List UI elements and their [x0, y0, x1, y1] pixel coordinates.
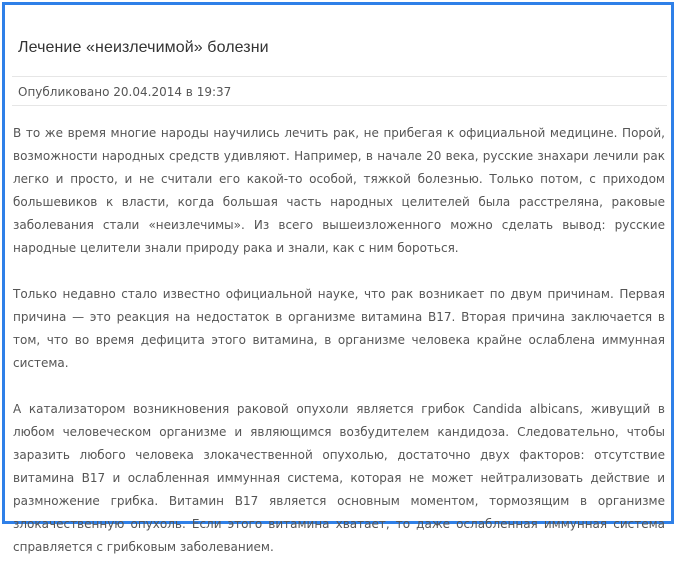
article-title: Лечение «неизлечимой» болезни	[18, 39, 269, 56]
article-paragraph: А катализатором возникновения раковой опухоли является грибок Candida albicans, живущий в любом человеческом организме и являющимся возбудителем кандидоза. Следовательно, чтобы заразить любого человека злокачественной опухолью, достаточно двух факторов: отсутствие витамина В17 и ослабленная иммунная система, которая не может нейтрализовать действие и размножение грибка. Витамин В17 является основным моментом, тормозящим в организме злокачественную опухоль. Если этого витамина хватает, то даже ослабленная иммунная система справляется с грибковым заболеванием.	[13, 402, 665, 554]
publish-date: Опубликовано 20.04.2014 в 19:37	[12, 76, 667, 106]
article-body	[13, 122, 665, 582]
article-frame	[2, 2, 674, 554]
article-paragraph: В то же время многие народы научились лечить рак, не прибегая к официальной медицине. Порой, возможности народных средств удивляют. Например, в начале 20 века, русские знахари лечили рак легко и просто, и не считали его какой-то особой, тяжкой болезнью. Только потом, с приходом большевиков к власти, когда большая часть народных целителей была расстреляна, раковые заболевания стали «неизлечимы». Из всего вышеизложенного можно сделать вывод: русские народные целители знали природу рака и знали, как с ним бороться.	[13, 126, 665, 255]
article-paragraph: Только недавно стало известно официальной науке, что рак возникает по двум причинам. Первая причина — это реакция на недостаток в организме витамина В17. Вторая причина заключается в том, что во время дефицита этого витамина, в организме человека крайне ослаблена иммунная система.	[13, 287, 665, 370]
